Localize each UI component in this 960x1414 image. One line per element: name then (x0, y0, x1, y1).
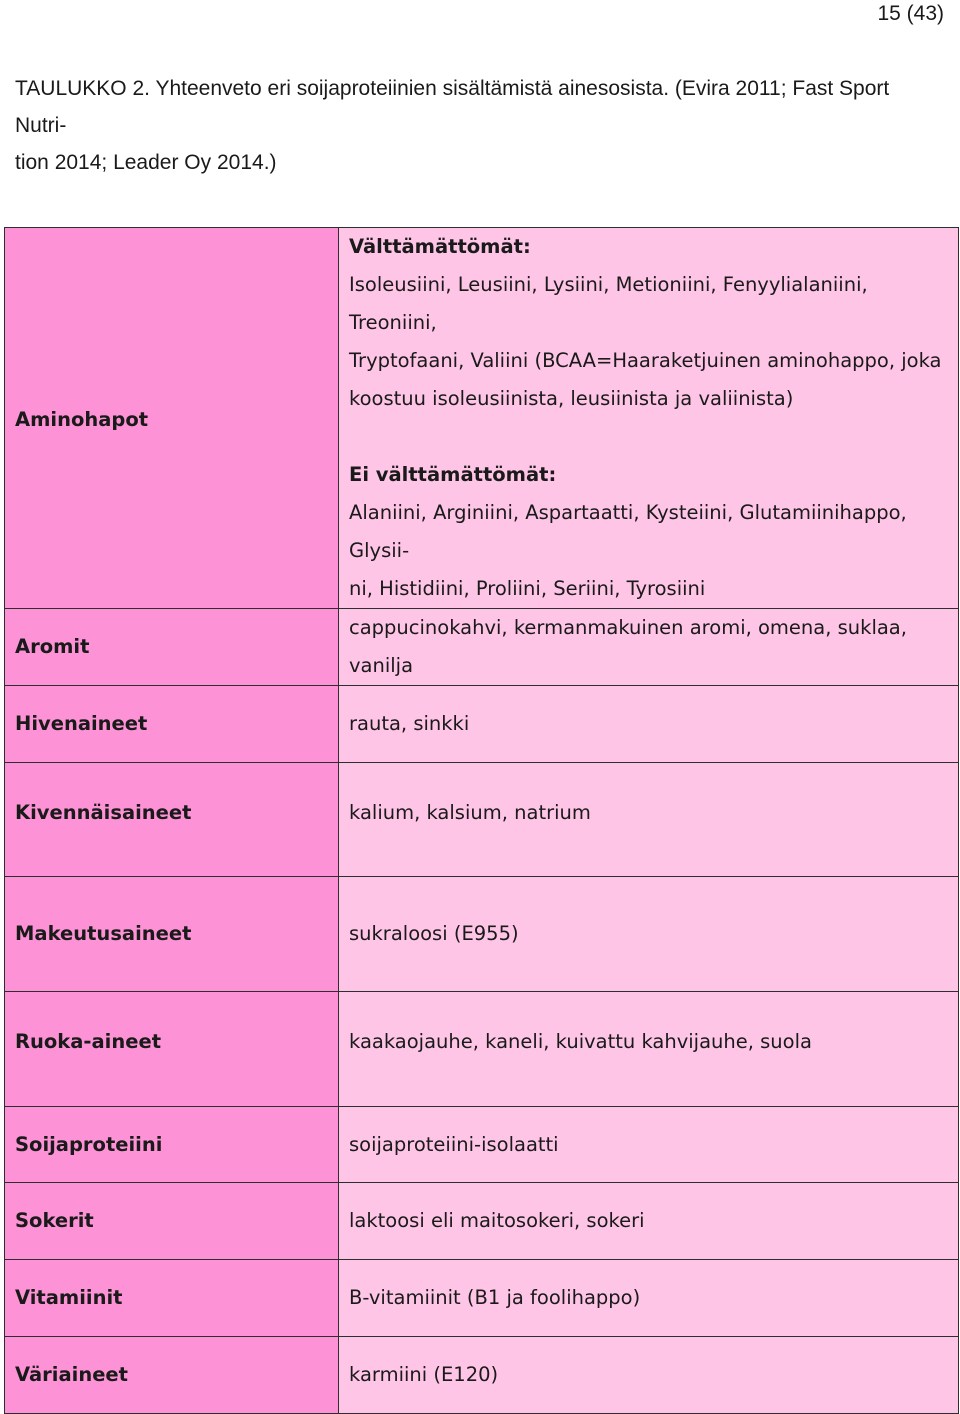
caption-line-2: tion 2014; Leader Oy 2014.) (15, 151, 277, 174)
caption-line-1: TAULUKKO 2. Yhteenveto eri soijaproteiinien sisältämistä ainesosista. (Evira 2011; Fast Sport Nutri- (15, 77, 890, 137)
row-label: Ruoka-aineet (5, 992, 339, 1107)
table-row (5, 763, 959, 877)
row-value: sukraloosi (E955) (339, 877, 959, 992)
table-row (5, 992, 959, 1107)
row-value: kaakaojauhe, kaneli, kuivattu kahvijauhe, suola (339, 992, 959, 1107)
row-label: Makeutusaineet (5, 877, 339, 992)
table-row (5, 609, 959, 686)
nonessential-line: Alaniini, Arginiini, Aspartaatti, Kysteiini, Glutamiinihappo, Glysii- (349, 501, 907, 562)
row-value: soijaproteiini-isolaatti (339, 1107, 959, 1183)
table-row (5, 1337, 959, 1414)
row-value: B-vitamiinit (B1 ja foolihappo) (339, 1260, 959, 1337)
aminohapot-details (339, 228, 959, 609)
nonessential-heading: Ei välttämättömät: (349, 463, 557, 486)
row-label: Vitamiinit (5, 1260, 339, 1337)
table-row (5, 1260, 959, 1337)
nonessential-line: ni, Histidiini, Proliini, Seriini, Tyrosiini (349, 577, 706, 600)
row-value: cappucinokahvi, kermanmakuinen aromi, omena, suklaa, vanilja (339, 609, 959, 686)
essential-line: Isoleusiini, Leusiini, Lysiini, Metioniini, Fenyylialaniini, Treoniini, (349, 273, 868, 334)
page-number: 15 (43) (877, 2, 944, 25)
row-value: karmiini (E120) (339, 1337, 959, 1414)
row-value: laktoosi eli maitosokeri, sokeri (339, 1183, 959, 1260)
row-label: Aromit (5, 609, 339, 686)
row-label: Aminohapot (5, 228, 339, 609)
table-row (5, 686, 959, 763)
row-label: Soijaproteiini (5, 1107, 339, 1183)
row-value: rauta, sinkki (339, 686, 959, 763)
ingredient-summary-table (4, 227, 959, 1414)
table-row (5, 877, 959, 992)
table-row-aminohapot (5, 228, 959, 609)
row-label: Hivenaineet (5, 686, 339, 763)
table-row (5, 1183, 959, 1260)
essential-line: koostuu isoleusiinista, leusiinista ja valiinista) (349, 387, 794, 410)
spacer (349, 418, 950, 456)
table-row (5, 1107, 959, 1183)
row-label: Sokerit (5, 1183, 339, 1260)
table-caption (15, 70, 940, 181)
row-value: kalium, kalsium, natrium (339, 763, 959, 877)
essential-line: Tryptofaani, Valiini (BCAA=Haaraketjuinen aminohappo, joka (349, 349, 942, 372)
row-label: Kivennäisaineet (5, 763, 339, 877)
row-label: Väriaineet (5, 1337, 339, 1414)
essential-heading: Välttämättömät: (349, 235, 531, 258)
